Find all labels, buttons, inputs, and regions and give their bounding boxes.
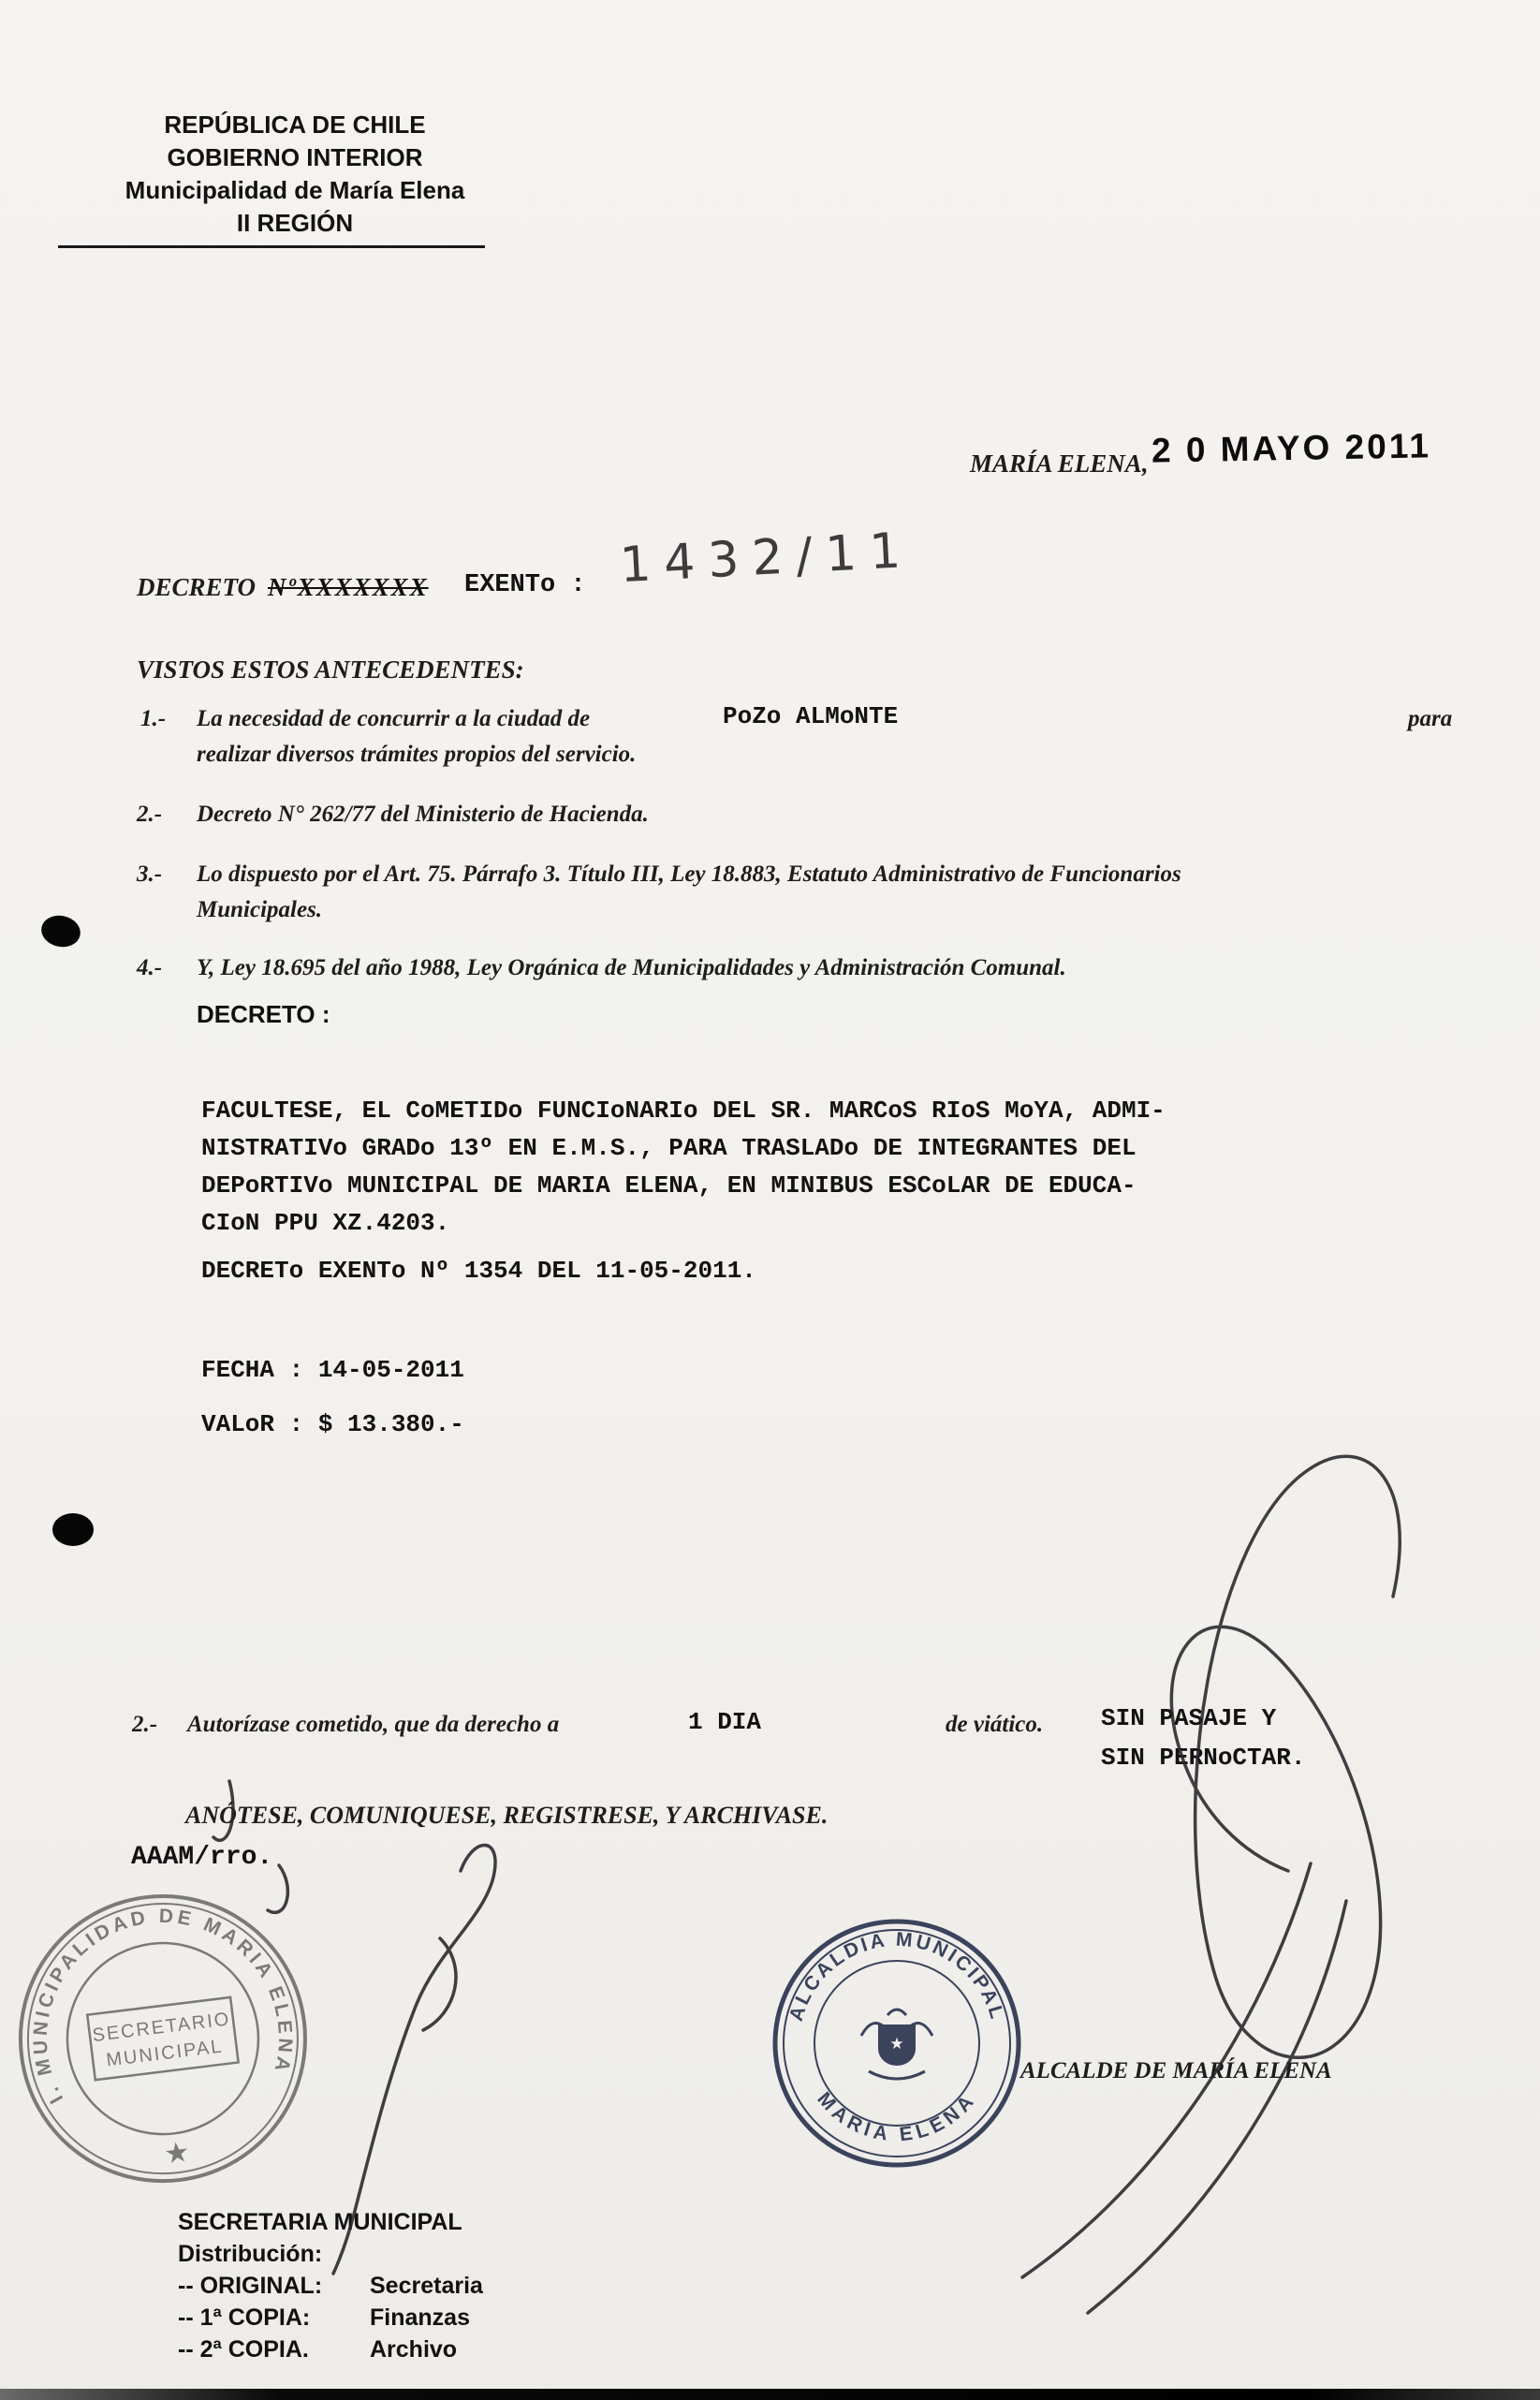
footer-row-label: -- 1ª COPIA:: [178, 2304, 311, 2331]
svg-text:MARIA ELENA: [813, 2088, 980, 2145]
item2-number: 2.-: [137, 802, 163, 827]
stamp-outer-ring: [5, 1880, 322, 2198]
body-line: DEPoRTIVo MUNICIPAL DE MARIA ELENA, EN MINIBUS ESCoLAR DE EDUCA-: [201, 1171, 1137, 1200]
exempt-decree-reference: DECRETo EXENTo Nº 1354 DEL 11-05-2011.: [201, 1257, 756, 1285]
decree-exempt-label: EXENTo :: [464, 571, 586, 599]
item1-number: 1.-: [140, 706, 167, 731]
secretary-stamp-line2: MUNICIPAL: [105, 2036, 225, 2071]
decree-body: [201, 1092, 1166, 1242]
emblem-star-icon: ★: [889, 2035, 904, 2053]
letterhead-country: REPÚBLICA DE CHILE: [164, 110, 426, 139]
mayor-stamp-bottom-text: MARIA ELENA: [813, 2087, 981, 2146]
auth-allowance-line1: SIN PASAJE Y: [1101, 1704, 1277, 1732]
item3-line1: Lo dispuesto por el Art. 75. Párrafo 3. Título III, Ley 18.883, Estatuto Administrativo de Funcionarios: [197, 861, 1181, 887]
auth-days: 1 DIA: [688, 1708, 762, 1736]
letterhead-gov: GOBIERNO INTERIOR: [167, 143, 423, 171]
mayor-title: ALCALDE DE MARÍA ELENA: [1020, 2058, 1332, 2083]
decree-voided-number: NºXXXXXXX: [268, 573, 429, 601]
footer-row-label: -- 2ª COPIA.: [178, 2336, 309, 2363]
valor-line: VALoR : $ 13.380.-: [201, 1410, 464, 1438]
mayor-signature-stroke: [1088, 1901, 1346, 2313]
footer-row-value: Finanzas: [370, 2304, 470, 2331]
secretary-stamp: [0, 1859, 344, 2218]
auth-text: Autorízase cometido, que da derecho a: [187, 1712, 560, 1737]
mayor-stamp: [764, 1910, 1031, 2177]
dateline-place: MARÍA ELENA,: [970, 449, 1149, 478]
item1-city: PoZo ALMoNTE: [723, 702, 899, 730]
star-icon: ★: [162, 2136, 192, 2171]
item2-text: Decreto N° 262/77 del Ministerio de Hacienda.: [197, 802, 649, 827]
hole-punch-mark: [52, 1513, 94, 1546]
item1-tail: para: [1408, 706, 1453, 731]
body-line: CIoN PPU XZ.4203.: [201, 1209, 450, 1237]
date-stamp: 2 0 MAYO 2011: [1151, 426, 1432, 470]
footer-title: SECRETARIA MUNICIPAL: [178, 2209, 462, 2235]
secretary-signature-stroke: [423, 1938, 456, 2030]
letterhead: [94, 109, 496, 240]
scan-artifact-strip: [0, 2389, 1540, 2400]
svg-text:I. MUNICIPALIDAD DE MARIA ELEN: [14, 1890, 301, 2108]
item1-line2: realizar diversos trámites propios del servicio.: [197, 742, 637, 767]
coat-of-arms-icon: [861, 2010, 932, 2079]
fecha-line: FECHA : 14-05-2011: [201, 1356, 464, 1384]
decree-handwritten-number: 1432/11: [618, 522, 916, 595]
item1-text: La necesidad de concurrir a la ciudad de: [197, 706, 591, 731]
decreto-section-label: DECRETO :: [197, 1000, 330, 1028]
body-line: FACULTESE, EL CoMETIDo FUNCIoNARIo DEL SR. MARCoS RIoS MoYA, ADMI-: [201, 1097, 1166, 1125]
letterhead-municipality: Municipalidad de María Elena: [125, 176, 465, 204]
auth-number: 2.-: [132, 1712, 158, 1737]
hole-punch-mark: [38, 912, 83, 950]
letterhead-region: II REGIÓN: [236, 209, 354, 237]
footer-row: [178, 2302, 483, 2334]
footer-row: [178, 2334, 483, 2365]
mayor-stamp-top-text: ALCALDIA MUNICIPAL: [785, 1928, 1009, 2025]
closing-formula: ANÓTESE, COMUNIQUESE, REGISTRESE, Y ARCHIVASE.: [185, 1802, 829, 1829]
vistos-heading: VISTOS ESTOS ANTECEDENTES:: [137, 655, 524, 684]
footer-row-value: Archivo: [370, 2336, 458, 2363]
letterhead-rule: [58, 245, 485, 248]
body-line: NISTRATIVo GRADo 13º EN E.M.S., PARA TRASLADo DE INTEGRANTES DEL: [201, 1134, 1137, 1162]
footer-distribution: [178, 2206, 483, 2365]
footer-row: [178, 2270, 483, 2302]
footer-dist-label: Distribución:: [178, 2241, 323, 2267]
item3-number: 3.-: [137, 861, 163, 887]
item4-number: 4.-: [137, 955, 163, 980]
auth-viatico-label: de viático.: [946, 1712, 1044, 1737]
footer-row-label: -- ORIGINAL:: [178, 2273, 323, 2299]
footer-row-value: Secretaria: [370, 2273, 483, 2299]
item4-text: Y, Ley 18.695 del año 1988, Ley Orgánica de Municipalidades y Administración Comunal.: [197, 955, 1066, 980]
decree-label: DECRETO: [137, 573, 257, 601]
drafter-initials: AAAM/rro.: [131, 1843, 273, 1872]
stamp-inner-ring: [56, 1932, 269, 2144]
item3-line2: Municipales.: [197, 897, 323, 922]
secretary-stamp-ring-text: I. MUNICIPALIDAD DE MARIA ELENA: [29, 1905, 297, 2108]
secretary-stamp-line1: SECRETARIO: [91, 2009, 232, 2047]
auth-allowance-line2: SIN PERNoCTAR.: [1101, 1744, 1306, 1772]
